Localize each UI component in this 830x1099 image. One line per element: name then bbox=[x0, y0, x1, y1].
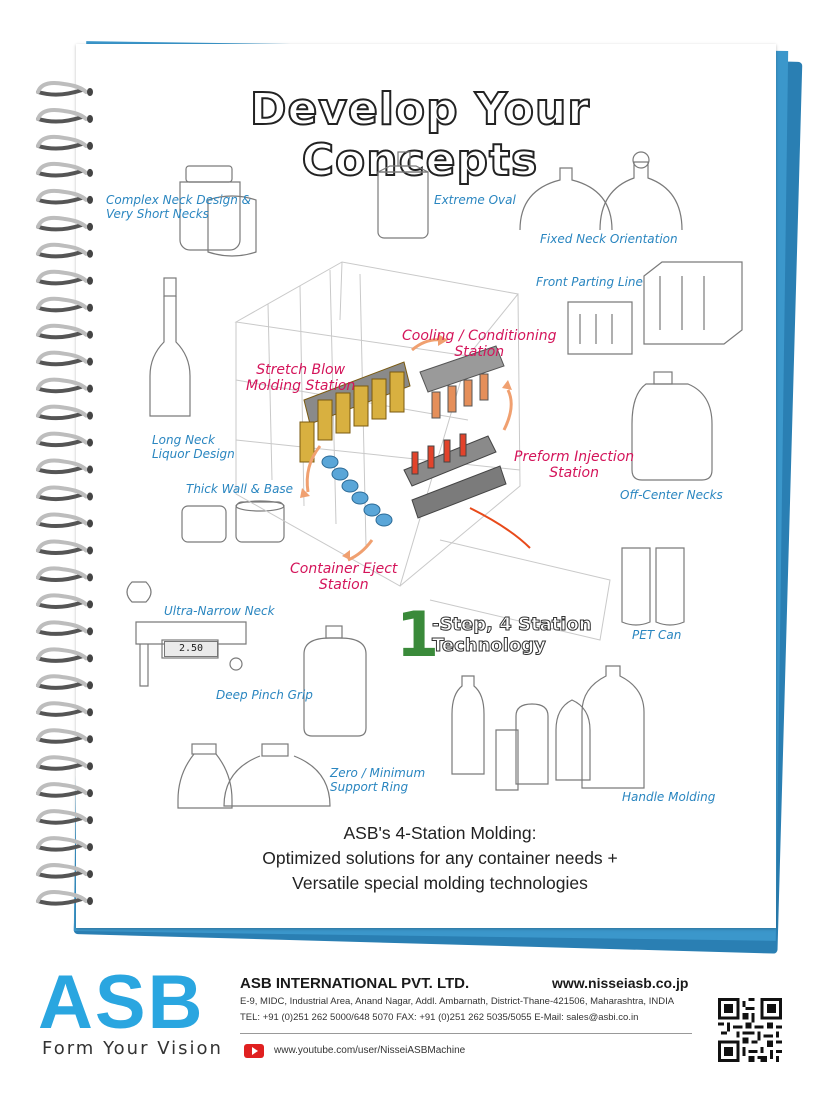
label-fixed-neck: Fixed Neck Orientation bbox=[540, 232, 678, 246]
station-cooling: Cooling / Conditioning Station bbox=[402, 328, 557, 360]
label-long-neck: Long Neck Liquor Design bbox=[152, 433, 235, 461]
label-off-center: Off-Center Necks bbox=[620, 488, 723, 502]
label-ultra-narrow: Ultra-Narrow Neck bbox=[164, 604, 275, 618]
label-extreme-oval: Extreme Oval bbox=[434, 193, 516, 207]
tagline: Form Your Vision bbox=[42, 1038, 223, 1059]
label-zero-support: Zero / Minimum Support Ring bbox=[330, 766, 426, 794]
technology-number: 1 bbox=[396, 598, 440, 671]
label-handle-molding: Handle Molding bbox=[622, 790, 716, 804]
label-deep-pinch: Deep Pinch Grip bbox=[216, 688, 313, 702]
caliper-display: 2.50 bbox=[164, 641, 218, 657]
station-preform-injection: Preform Injection Station bbox=[514, 449, 635, 481]
label-front-parting-line: Front Parting Line bbox=[536, 275, 643, 289]
company-address: E-9, MIDC, Industrial Area, Anand Nagar, Addl. Ambarnath, District-Thane-421506, Maharashtra, INDIA bbox=[240, 996, 675, 1007]
company-contact: TEL: +91 (0)251 262 5000/648 5070 FAX: +91 (0)251 262 5035/5055 E-Mail: sales@asbi.co.in bbox=[240, 1012, 639, 1023]
label-complex-neck: Complex Neck Design & Very Short Necks bbox=[106, 193, 251, 221]
qr-code-icon[interactable] bbox=[718, 998, 782, 1062]
molding-claim: ASB's 4-Station Molding: Optimized solutions for any container needs + Versatile special molding technologies bbox=[262, 823, 618, 893]
page-title: Develop Your Concepts bbox=[249, 84, 591, 186]
label-thick-wall: Thick Wall & Base bbox=[186, 482, 294, 496]
website-link[interactable]: www.nisseiasb.co.jp bbox=[552, 975, 689, 991]
footer-divider bbox=[240, 1033, 692, 1034]
asb-logo: ASB bbox=[38, 960, 205, 1045]
label-pet-can: PET Can bbox=[632, 628, 682, 642]
station-container-eject: Container Eject Station bbox=[290, 561, 398, 593]
technology-label: -Step, 4 Station Technology bbox=[432, 614, 592, 656]
youtube-icon[interactable] bbox=[244, 1044, 264, 1058]
station-stretch-blow: Stretch Blow Molding Station bbox=[246, 362, 356, 394]
company-name: ASB INTERNATIONAL PVT. LTD. bbox=[240, 975, 470, 992]
youtube-link[interactable]: www.youtube.com/user/NisseiASBMachine bbox=[274, 1045, 466, 1056]
